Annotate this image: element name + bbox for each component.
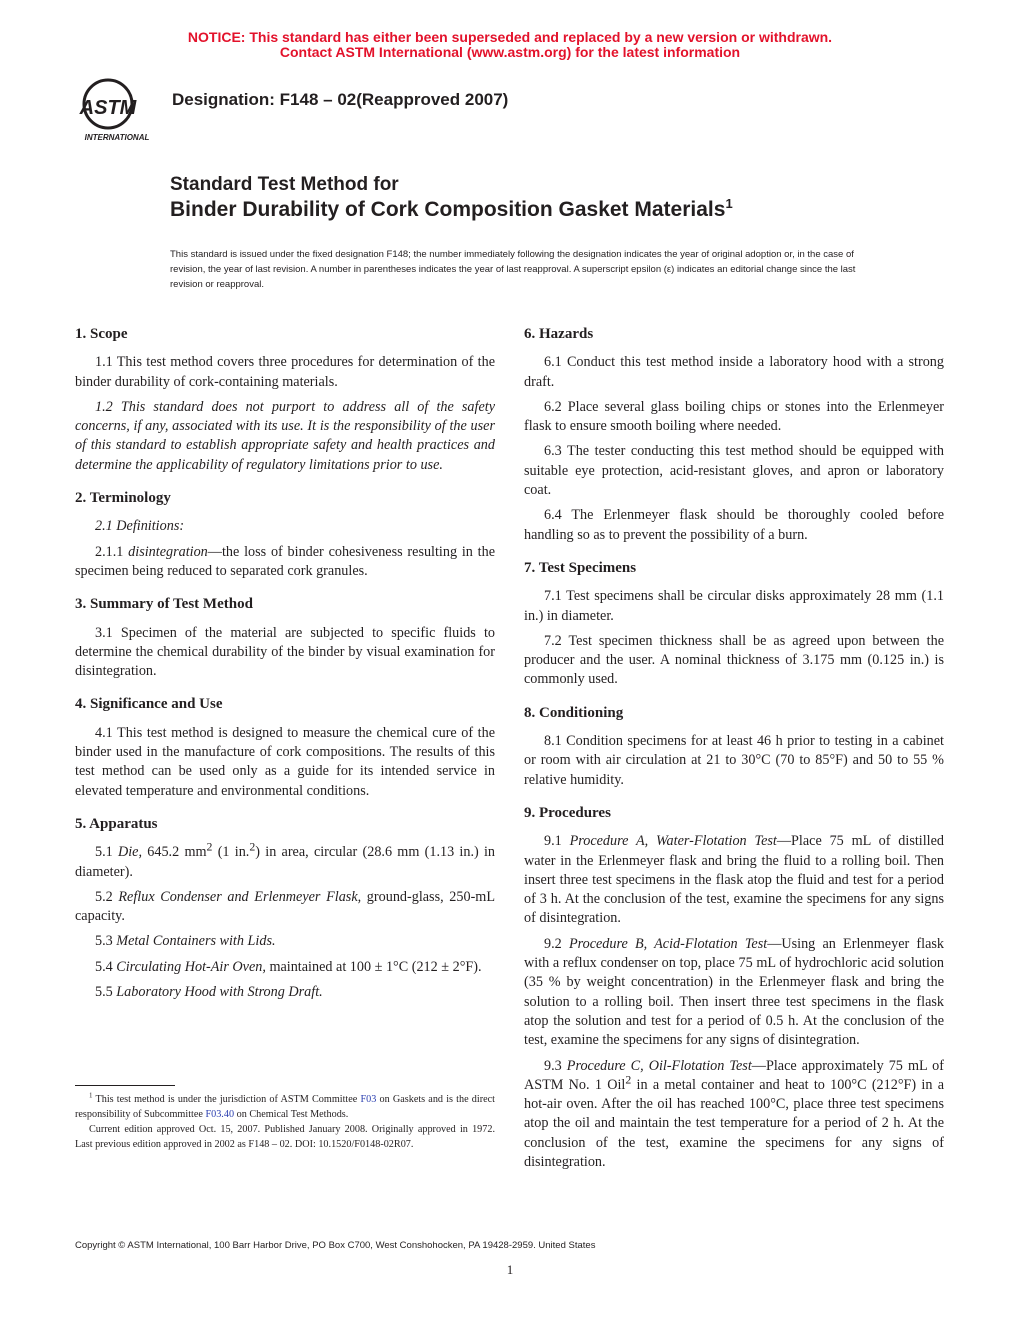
footnote-divider <box>75 1085 175 1086</box>
paragraph-6-4: 6.4 The Erlenmeyer flask should be thoroughly cooled before handling so as to prevent the possibility of a burn. <box>524 507 944 543</box>
para-text: —Place 75 mL of distilled water in the Erlenmeyer flask and bring the fluid to a rolling boil. Then insert three test specimens in the flask atop the fluid and test for a period of 3 h. At the conclusion of the test, examine the specimens for any signs of disintegration. <box>524 833 945 927</box>
left-column <box>75 325 495 1016</box>
para-number: 9.3 <box>544 1057 567 1074</box>
para-text: 645.2 mm <box>142 844 207 861</box>
para-text: —Using an Erlenmeyer flask with a reflux condenser on top, place 75 mL of hydrochloric acid solution (35 % by weight concentration) in the Erlenmeyer flask and bring the solution to a rolling boil. Then insert three test specimens in the flask atop the solution and test for a period of 0.5 h. At the conclusion of the test, examine the specimens for any signs of disintegration. <box>524 935 944 1049</box>
section-apparatus <box>75 815 495 1002</box>
section-heading: 1. Scope <box>75 326 128 342</box>
paragraph-5-2 <box>75 888 495 927</box>
term: Reflux Condenser and Erlenmeyer Flask, <box>118 888 362 905</box>
section-heading: 3. Summary of Test Method <box>75 596 253 613</box>
paragraph-2-1: 2.1 Definitions: <box>95 518 185 535</box>
section-terminology <box>75 489 495 581</box>
para-number: 9.1 <box>544 833 570 850</box>
term: Die, <box>117 844 143 861</box>
section-test-specimens <box>524 559 944 690</box>
notice-line-1: NOTICE: This standard has either been superseded and replaced by a new version or withdrawn. <box>187 29 833 45</box>
paragraph-7-1: 7.1 Test specimens shall be circular disks approximately 28 mm (1.1 in.) in diameter. <box>524 588 944 624</box>
paragraph-5-1 <box>75 839 496 882</box>
designation: Designation: F148 – 02(Reapproved 2007) <box>172 90 509 109</box>
term: Laboratory Hood with Strong Draft. <box>116 984 323 1001</box>
section-heading: 6. Hazards <box>524 326 594 342</box>
paragraph-7-2: 7.2 Test specimen thickness shall be as agreed upon between the producer and the user. A nominal thickness of 3.175 mm (0.125 in.) is commonly used. <box>524 632 944 688</box>
paragraph-9-1 <box>524 832 944 928</box>
paragraph-6-1: 6.1 Conduct this test method inside a laboratory hood with a strong draft. <box>524 354 944 390</box>
right-column <box>524 325 944 1186</box>
title-line-1: Standard Test Method for <box>170 174 399 195</box>
term: Metal Containers with Lids. <box>116 933 276 950</box>
para-text: in a metal container and heat to 100°C (212°F) in a hot-air oven. After the oil has reached 100°C, place three test specimens atop the oil and maintain the test temperature for a period of 2 h. At the conclusion of the test, examine the specimens for any signs of disintegration. <box>524 1076 944 1170</box>
subcommittee-link[interactable]: F03.40 <box>205 1109 235 1120</box>
footnote-1 <box>75 1092 495 1122</box>
paragraph-6-3: 6.3 The tester conducting this test method should be equipped with suitable eye protection, acid-resistant gloves, and apron or laboratory coat. <box>524 443 944 499</box>
notice-line-2: Contact ASTM International (www.astm.org) for the latest information <box>279 44 741 60</box>
term: disintegration <box>128 543 208 560</box>
paragraph-1-2: 1.2 This standard does not purport to address all of the safety concerns, if any, associated with its use. It is the responsibility of the user of this standard to establish appropriate safety and health practices and determine the applicability of regulatory limitations prior to use. <box>75 398 495 473</box>
para-text: ) in area, circular (28.6 mm (1.13 in.) in diameter). <box>75 844 496 880</box>
para-text: (1 in. <box>212 844 250 861</box>
footnote-marker: 1 <box>89 1091 93 1100</box>
paragraph-4-1: 4.1 This test method is designed to measure the chemical cure of the binder used in the manufacture of cork compositions. The results of this test method can be used only as a guide for its intended service in elevated temperature and environmental conditions. <box>75 724 495 799</box>
para-number: 5.4 <box>95 958 117 975</box>
paragraph-2-1-1 <box>75 543 495 582</box>
copyright: Copyright © ASTM International, 100 Barr Harbor Drive, PO Box C700, West Conshohocken, PA 19428-2959. United States <box>75 1240 596 1251</box>
para-number: 9.2 <box>544 935 569 952</box>
paragraph-5-4 <box>75 958 495 977</box>
paragraph-5-5 <box>75 983 495 1002</box>
paragraph-9-3 <box>524 1057 944 1173</box>
paragraph-5-3 <box>75 932 495 951</box>
section-heading: 7. Test Specimens <box>524 559 637 576</box>
section-significance <box>75 695 495 800</box>
para-text: —the loss of binder cohesiveness resulting in the specimen being reduced to separated cork granules. <box>75 543 495 579</box>
logo-letters: ASTM <box>79 97 137 119</box>
para-number: 2.1.1 <box>95 543 129 560</box>
page-number: 1 <box>506 1262 514 1277</box>
term: Procedure C, Oil-Flotation Test <box>566 1057 752 1074</box>
footnote-text: on Chemical Test Methods. <box>234 1109 349 1120</box>
footnote-text: This test method is under the jurisdiction of ASTM Committee <box>92 1094 361 1105</box>
paragraph-1-1: 1.1 This test method covers three procedures for determination of the binder durability of cork-containing materials. <box>75 354 495 390</box>
section-heading: 9. Procedures <box>524 804 611 821</box>
footnote <box>75 1092 495 1152</box>
section-heading: 4. Significance and Use <box>75 696 223 713</box>
term: Circulating Hot-Air Oven, <box>116 958 266 975</box>
para-text: ground-glass, 250-mL capacity. <box>75 888 495 925</box>
superscript: 2 <box>206 839 213 854</box>
title-line-2 <box>170 198 733 222</box>
section-heading: 5. Apparatus <box>75 815 158 832</box>
astm-logo <box>72 74 162 146</box>
committee-link[interactable]: F03 <box>360 1094 377 1105</box>
term: Procedure B, Acid-Flotation Test <box>568 935 768 952</box>
paragraph-6-2: 6.2 Place several glass boiling chips or stones into the Erlenmeyer flask to ensure smooth boiling where needed. <box>524 398 944 435</box>
footnote-text: on Gaskets and is the direct responsibility of Subcommittee <box>75 1094 495 1120</box>
term: Procedure A, Water-Flotation Test <box>569 833 777 850</box>
section-heading: 8. Conditioning <box>524 704 624 721</box>
para-number: 5.2 <box>95 888 119 905</box>
logo-sub: INTERNATIONAL <box>84 133 150 142</box>
footnote-ref: 2 <box>625 1072 632 1087</box>
section-conditioning <box>524 704 944 790</box>
intro-paragraph: This standard is issued under the fixed designation F148; the number immediately following the designation indicates the year of original adoption or, in the case of revision, the year of last revision. A number in parentheses indicates the year of last reapproval. A superscript epsilon (ε) indicates an editorial change since the last revision or reapproval. <box>170 249 856 290</box>
title-text: Binder Durability of Cork Composition Gasket Materials <box>170 198 726 221</box>
para-number: 5.3 <box>95 933 117 950</box>
para-text: —Place approximately 75 mL of ASTM No. 1 Oil <box>524 1057 944 1093</box>
paragraph-8-1: 8.1 Condition specimens for at least 46 h prior to testing in a cabinet or room with air circulation at 21 to 30°C (70 to 85°F) and 50 to 55 % relative humidity. <box>524 733 944 788</box>
section-scope <box>75 325 495 475</box>
paragraph-9-2 <box>524 935 944 1051</box>
superscript: 2 <box>249 839 256 854</box>
para-number: 5.1 <box>95 844 118 861</box>
section-procedures <box>524 804 944 1172</box>
para-number: 5.5 <box>95 984 117 1001</box>
section-hazards <box>524 325 944 545</box>
para-text: maintained at 100 ± 1°C (212 ± 2°F). <box>265 958 482 975</box>
section-summary <box>75 595 495 681</box>
title-footnote-ref: 1 <box>725 196 733 211</box>
footnote-edition: Current edition approved Oct. 15, 2007. Published January 2008. Originally approved in 1972. Last previous edition approved in 2002 as F148 – 02. DOI: 10.1520/F0148-02R07. <box>75 1124 495 1150</box>
paragraph-3-1: 3.1 Specimen of the material are subjected to specific fluids to determine the chemical durability of the binder by visual examination for disintegration. <box>75 624 495 680</box>
section-heading: 2. Terminology <box>75 490 171 507</box>
